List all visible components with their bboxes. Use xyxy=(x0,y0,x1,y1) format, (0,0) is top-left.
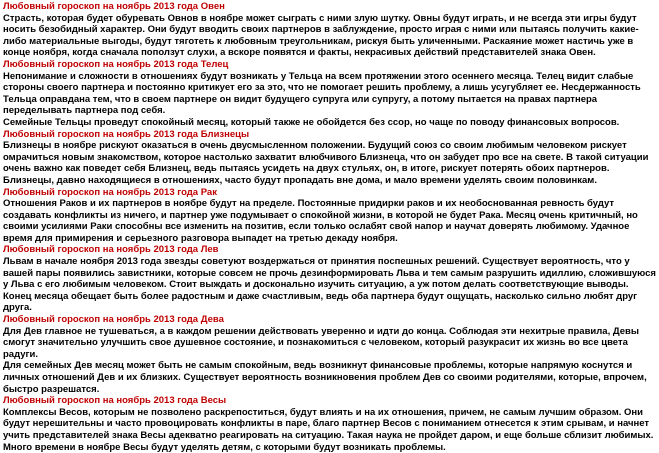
section-virgo xyxy=(3,314,656,395)
section-heading: Любовный гороскоп на ноябрь 2013 года Овен xyxy=(3,1,225,12)
section-gemini xyxy=(3,129,656,187)
section-paragraph: Страсть, которая будет обуревать Овнов в ноябре может сыграть с ними злую шутку. Овны будут играть, и не всегда эти игры будут носить безобидный характер. Они будут вводить своих партнеров в заблуждение, просто играя с ними или пытаясь получить какие-либо материальные выгоды, будут тяготеть к любовным треугольникам, рискуя быть уличенными. Раскаяние может настичь уже в конце ноября, когда сначала поползут слухи, а вскоре появятся и факты, некрасивых действий представителей знака Овен. xyxy=(3,12,639,59)
section-taurus xyxy=(3,59,656,129)
section-cancer xyxy=(3,187,656,245)
section-aries xyxy=(3,1,656,59)
section-heading: Любовный гороскоп на ноябрь 2013 года Рак xyxy=(3,186,217,198)
section-paragraph: Близнецы, давно находящиеся в отношениях, часто будут пропадать вне дома, и мало времени уделять своим половинкам. xyxy=(3,174,597,186)
section-heading: Любовный гороскоп на ноябрь 2013 года Дева xyxy=(3,314,224,326)
section-paragraph: Отношения Раков и их партнеров в ноябре будут на пределе. Постоянные придирки раков и их необоснованная ревность будут создавать конфликты из ничего, и партнер уже подумывает о спокойной жизни, в которой не будет Рака. Месяц очень критичный, но своими усилиями Раки способны все изменить на позитив, если только ослабят свой напор и научат доверять любимому. Удачное время для примирения и серьезного разговора выпадет на третью декаду ноября. xyxy=(3,198,638,244)
section-paragraph: Для семейных Дев месяц может быть не самым спокойным, ведь возникнут финансовые проблемы, которые напрямую коснутся и личных отношений Дев и их близких. Существует вероятность возникновения проблем Дев со своими родителями, которые, впрочем, быстро разрешатся. xyxy=(3,360,647,395)
section-paragraph: Непонимание и сложности в отношениях будут возникать у Тельца на всем протяжении этого осеннего месяца. Телец видит слабые стороны своего партнера и постоянно критикует его за это, что не помогает решить проблему, а лишь усугубляет ее. Несдержанность Тельца оправдана тем, что в своем партнере он видит будущего супруга или супругу, а потому пытается на правах партнера переделывать партнера под себя. xyxy=(3,70,641,117)
section-paragraph: Для Дев главное не тушеваться, а в каждом решении действовать уверенно и идти до конца. Соблюдая эти нехитрые правила, Девы смогут значительно улучшить свое душевное состояние, и познакомиться с человеком, который разукрасит их жизнь во все цвета радуги. xyxy=(3,325,639,360)
section-libra xyxy=(3,395,656,453)
section-paragraph: Много времени в ноябре Весы будут уделять детям, с которыми будут возникать проблемы. xyxy=(3,441,446,453)
section-heading: Любовный гороскоп на ноябрь 2013 года Близнецы xyxy=(3,128,250,140)
section-paragraph: Семейные Тельцы проведут спокойный месяц, который также не обойдется без ссор, но чаще по поводу финансовых вопросов. xyxy=(3,116,620,128)
section-paragraph: Львам в начале ноября 2013 года звезды советуют воздержаться от принятия поспешных решений. Существует вероятность, что у вашей пары появились завистники, которые совсем не прочь дезинформировать Льва и тем самым разрушить идиллию, сложившуюся у Льва с его любимым человеком. Стоит выждать и досконально изучить ситуацию, а уж потом делать соответствующие выводы. Конец месяца обещает быть более радостным и даже счастливым, ведь оба партнера будут ощущать, насколько сильно любят друг друга. xyxy=(3,256,656,314)
section-heading: Любовный гороскоп на ноябрь 2013 года Весы xyxy=(3,395,227,407)
section-paragraph: Комплексы Весов, которым не позволено раскрепоститься, будут влиять и на их отношения, причем, не самым лучшим образом. Они будут нерешительны и часто провоцировать конфликты в паре, благо партнер Весов с пониманием отнесется к этим срывам, и начнет учить представителей знака Весы адекватно реагировать на ситуацию. Такая наука не пройдет даром, и еще больше сблизит любимых. xyxy=(3,406,654,441)
section-heading: Любовный гороскоп на ноябрь 2013 года Телец xyxy=(3,58,229,70)
section-leo xyxy=(3,244,656,314)
section-heading: Любовный гороскоп на ноябрь 2013 года Лев xyxy=(3,244,219,256)
section-paragraph: Близнецы в ноябре рискуют оказаться в очень двусмысленном положении. Будущий союз со своим любимым человеком рискует омрачиться новым знакомством, которое настолько захватит влюбчивого Близнеца, что он забудет про все на свете. В такой ситуации очень важно как поведет себя Близнец, ведь пытаясь усидеть на двух стульях, он, в итоге, рискует потерять обоих партнеров. xyxy=(3,140,649,175)
